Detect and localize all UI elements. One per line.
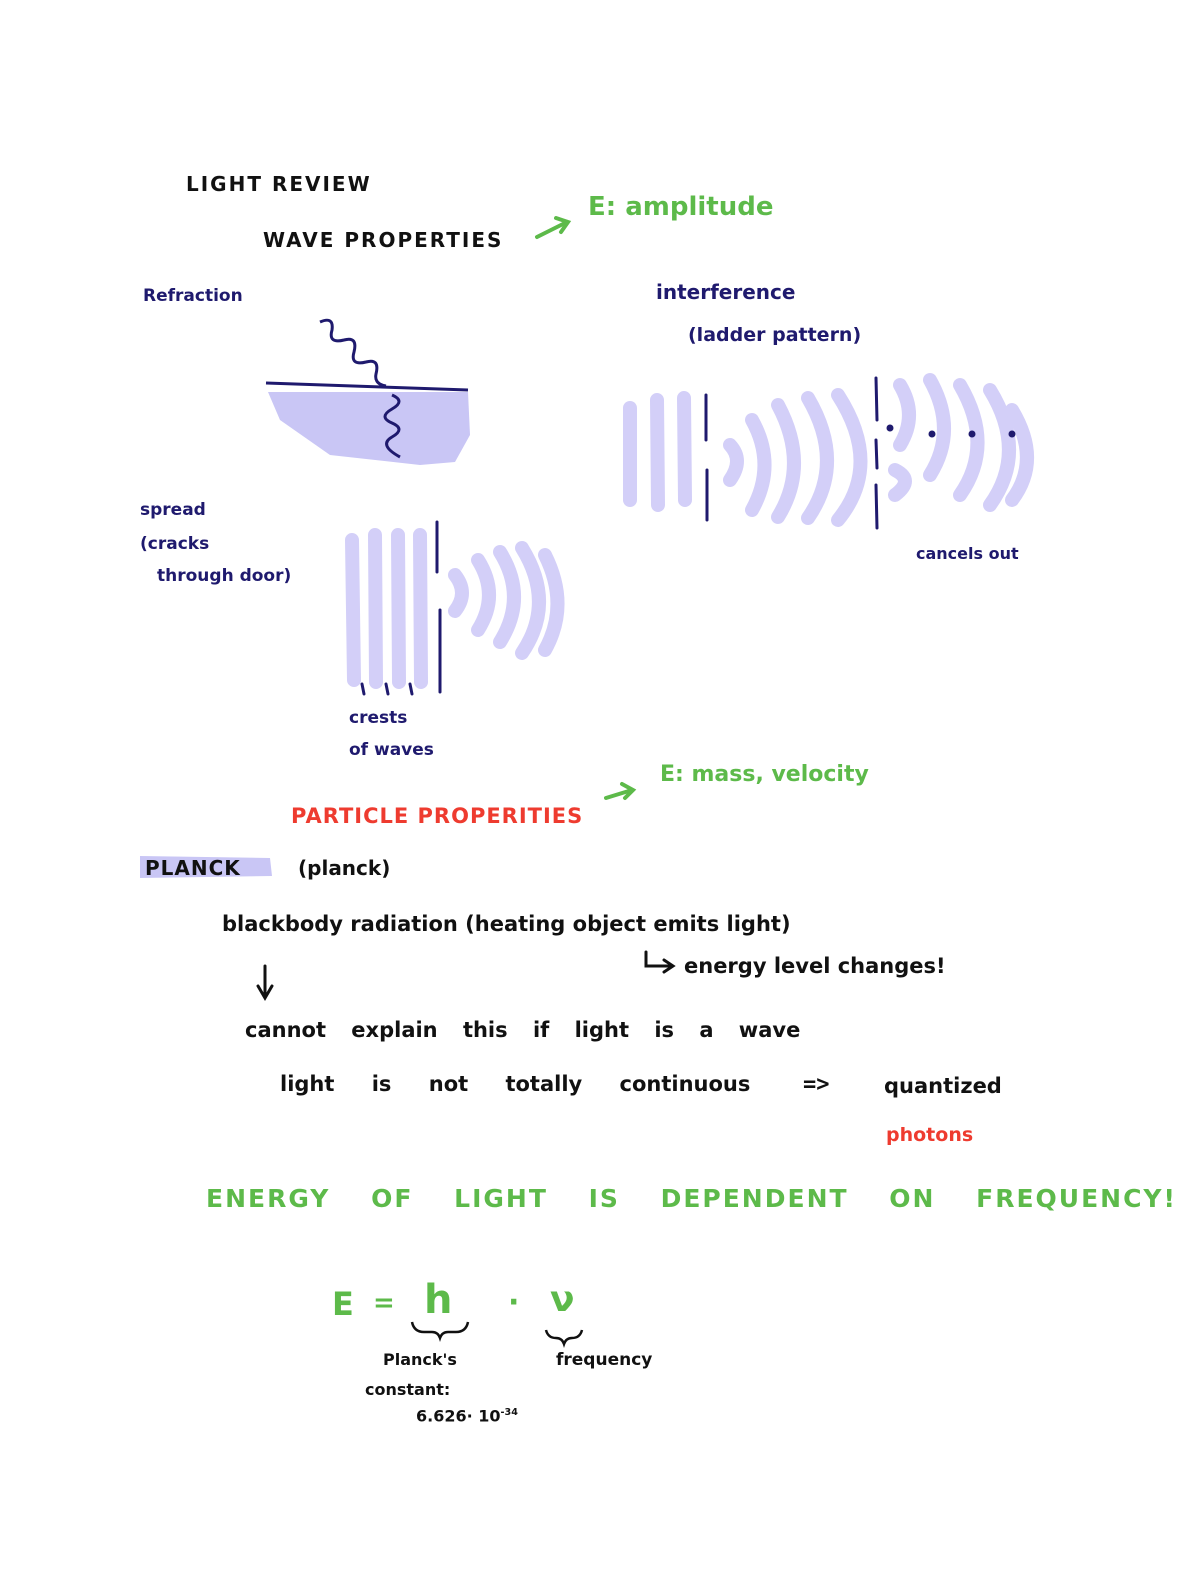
surface-line: [266, 383, 468, 390]
planck-label: PLANCK: [145, 856, 241, 880]
planck-constant-value: $6.626\cdot 10^{-34}$: [416, 1406, 518, 1426]
crests-label-2: of waves: [349, 740, 434, 760]
energy-statement: ENERGY OF LIGHT IS DEPENDENT ON FREQUENCY!: [206, 1184, 1177, 1213]
arrow-icon: [537, 218, 568, 237]
not-continuous-line: light is not totally continuous: [280, 1072, 751, 1096]
crests-label: crests: [349, 708, 408, 728]
interference-sub: (ladder pattern): [688, 324, 862, 346]
incident-wave: [320, 320, 386, 386]
page-title: LIGHT REVIEW: [186, 172, 372, 196]
cancels-label: cancels out: [916, 544, 1019, 563]
water-shading: [268, 392, 470, 465]
implies-arrow: =>: [803, 1072, 830, 1097]
refraction-diagram: [266, 320, 470, 465]
spread-sub-2: through door): [157, 566, 292, 586]
planck-constant-exponent: -34: [500, 1407, 518, 1418]
spread-diagram: [352, 522, 558, 694]
photons-label: photons: [886, 1124, 974, 1146]
wave-heading: WAVE PROPERTIES: [263, 228, 504, 252]
energy-level-line: energy level changes!: [684, 954, 946, 978]
frequency-label: frequency: [556, 1350, 653, 1370]
interference-label: interference: [656, 280, 796, 304]
formula-equals: =: [373, 1288, 395, 1318]
spread-label: spread: [140, 500, 206, 520]
planck-paren: (planck): [298, 856, 391, 880]
formula-h: h: [424, 1277, 453, 1323]
refraction-label: Refraction: [143, 286, 243, 306]
formula-dot: ·: [508, 1285, 520, 1320]
interference-diagram: [630, 378, 1027, 528]
planck-constant-label: Planck's: [383, 1350, 457, 1369]
particle-energy-note: E: mass, velocity: [660, 762, 869, 787]
down-arrow-icon: [258, 966, 272, 998]
particle-heading: PARTICLE PROPERITIES: [291, 804, 584, 828]
blackbody-line: blackbody radiation (heating object emits light): [222, 912, 791, 936]
formula-e: E: [332, 1285, 354, 1323]
quantized-label: quantized: [884, 1074, 1002, 1098]
wave-energy-note: E: amplitude: [588, 192, 774, 222]
brace-icon: [412, 1322, 582, 1344]
cannot-explain-line: cannot explain this if light is a wave: [245, 1018, 801, 1042]
spread-sub-1: (cracks: [140, 534, 210, 554]
hook-arrow-icon: [646, 952, 673, 972]
planck-constant-label-2: constant:: [365, 1380, 451, 1399]
arrow-icon: [606, 784, 633, 798]
formula-nu: ν: [550, 1279, 575, 1320]
